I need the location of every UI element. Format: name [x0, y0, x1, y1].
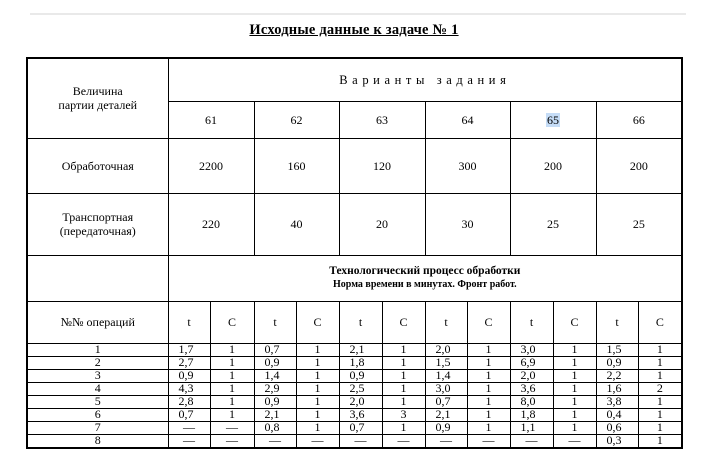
col-c-header: C — [382, 301, 425, 343]
transport-value: 25 — [596, 193, 682, 255]
time-value: 0,8 — [254, 421, 296, 434]
c-value: 1 — [467, 356, 510, 369]
time-value: 2,0 — [510, 369, 553, 382]
operation-number: 7 — [27, 421, 168, 434]
tech-process-title: Технологический процесс обработки — [329, 265, 521, 277]
c-value: 1 — [382, 421, 425, 434]
transport-value: 20 — [339, 193, 425, 255]
time-value: 2,1 — [425, 408, 467, 421]
ops-header-row — [27, 301, 682, 343]
time-value: 3,6 — [339, 408, 382, 421]
c-value: — — [296, 434, 339, 448]
c-value: 1 — [296, 356, 339, 369]
processing-row — [27, 138, 682, 193]
time-value: 1,6 — [596, 382, 638, 395]
col-t-header: t — [425, 301, 467, 343]
col-t-header: t — [168, 301, 210, 343]
ops-label: №№ операций — [27, 301, 168, 343]
time-value: 1,5 — [425, 356, 467, 369]
time-value: 2,9 — [254, 382, 296, 395]
time-value: 0,7 — [168, 408, 210, 421]
tech-process-header — [168, 255, 682, 301]
c-value: — — [553, 434, 596, 448]
time-value: 3,0 — [425, 382, 467, 395]
col-t-header: t — [596, 301, 638, 343]
time-value: 0,7 — [254, 343, 296, 356]
c-value: — — [467, 434, 510, 448]
processing-value: 2200 — [168, 138, 254, 193]
col-t-header: t — [510, 301, 553, 343]
time-value: 0,7 — [425, 395, 467, 408]
tech-empty-cell — [27, 255, 168, 301]
col-c-header: C — [638, 301, 682, 343]
time-value: 0,9 — [254, 395, 296, 408]
c-value: — — [382, 434, 425, 448]
col-t-header: t — [254, 301, 296, 343]
col-c-header: C — [467, 301, 510, 343]
col-t-header: t — [339, 301, 382, 343]
time-value: — — [339, 434, 382, 448]
tech-process-row — [27, 255, 682, 301]
transport-row — [27, 193, 682, 255]
operation-number: 8 — [27, 434, 168, 448]
top-divider — [30, 13, 686, 15]
c-value: 1 — [296, 421, 339, 434]
c-value: 1 — [638, 343, 682, 356]
time-value: 2,1 — [254, 408, 296, 421]
time-value: 4,3 — [168, 382, 210, 395]
col-c-header: C — [210, 301, 254, 343]
c-value: 1 — [382, 356, 425, 369]
c-value: 1 — [296, 369, 339, 382]
batch-label-line1: Величина — [72, 84, 123, 99]
processing-value: 120 — [339, 138, 425, 193]
operation-number: 3 — [27, 369, 168, 382]
time-value: 6,9 — [510, 356, 553, 369]
time-value: 0,9 — [254, 356, 296, 369]
c-value: 1 — [210, 356, 254, 369]
c-value: 1 — [467, 395, 510, 408]
time-value: 2,0 — [425, 343, 467, 356]
transport-label — [27, 193, 168, 255]
operation-number: 1 — [27, 343, 168, 356]
c-value: 1 — [296, 408, 339, 421]
variant-65 — [510, 101, 596, 138]
variant-64: 64 — [425, 101, 510, 138]
c-value: 1 — [467, 369, 510, 382]
time-value: 0,6 — [596, 421, 638, 434]
c-value: 1 — [296, 343, 339, 356]
c-value: 1 — [382, 382, 425, 395]
variant-61: 61 — [168, 101, 254, 138]
c-value: 1 — [296, 382, 339, 395]
operation-row — [27, 434, 682, 448]
c-value: 1 — [553, 356, 596, 369]
c-value: 1 — [382, 369, 425, 382]
c-value: 1 — [467, 408, 510, 421]
transport-label-line2: (передаточная) — [59, 224, 136, 238]
time-value: — — [168, 434, 210, 448]
c-value: 1 — [553, 369, 596, 382]
time-value: 1,8 — [339, 356, 382, 369]
time-value: 3,8 — [596, 395, 638, 408]
tech-process-subtitle: Норма времени в минутах. Фронт работ. — [333, 279, 517, 290]
transport-label-line1: Транспортная — [62, 210, 134, 224]
time-value: — — [510, 434, 553, 448]
transport-value: 30 — [425, 193, 510, 255]
c-value: 1 — [553, 382, 596, 395]
variant-62: 62 — [254, 101, 339, 138]
c-value: 1 — [210, 382, 254, 395]
c-value: 1 — [553, 395, 596, 408]
time-value: 0,9 — [339, 369, 382, 382]
c-value: — — [210, 434, 254, 448]
time-value: 1,8 — [510, 408, 553, 421]
time-value: 1,4 — [425, 369, 467, 382]
processing-value: 300 — [425, 138, 510, 193]
transport-value: 25 — [510, 193, 596, 255]
c-value: 1 — [210, 343, 254, 356]
time-value: 2,7 — [168, 356, 210, 369]
c-value: 1 — [467, 421, 510, 434]
c-value: 1 — [638, 421, 682, 434]
time-value: 8,0 — [510, 395, 553, 408]
c-value: 1 — [382, 395, 425, 408]
processing-value: 160 — [254, 138, 339, 193]
processing-label: Обработочная — [27, 138, 168, 193]
time-value: 2,5 — [339, 382, 382, 395]
c-value: 1 — [638, 408, 682, 421]
operation-number: 5 — [27, 395, 168, 408]
source-data-table — [26, 57, 683, 449]
time-value: — — [254, 434, 296, 448]
operation-number: 2 — [27, 356, 168, 369]
c-value: 1 — [296, 395, 339, 408]
time-value: 1,4 — [254, 369, 296, 382]
time-value: 3,0 — [510, 343, 553, 356]
col-c-header: C — [553, 301, 596, 343]
c-value: 1 — [210, 408, 254, 421]
c-value: 1 — [638, 434, 682, 448]
time-value: 0,4 — [596, 408, 638, 421]
c-value: 1 — [553, 408, 596, 421]
variants-title: Варианты задания — [339, 72, 511, 87]
time-value: 2,2 — [596, 369, 638, 382]
time-value: 2,0 — [339, 395, 382, 408]
time-value: 1,5 — [596, 343, 638, 356]
c-value: 1 — [553, 421, 596, 434]
c-value: 1 — [382, 343, 425, 356]
c-value: 1 — [553, 343, 596, 356]
c-value: 2 — [638, 382, 682, 395]
time-value: 1,1 — [510, 421, 553, 434]
batch-label-line2: партии деталей — [58, 98, 138, 113]
time-value: 1,7 — [168, 343, 210, 356]
time-value: 3,6 — [510, 382, 553, 395]
c-value: 1 — [467, 343, 510, 356]
time-value: 0,7 — [339, 421, 382, 434]
variant-65-highlighted: 65 — [547, 112, 559, 127]
c-value: — — [210, 421, 254, 434]
c-value: 1 — [638, 356, 682, 369]
batch-size-label — [27, 58, 168, 138]
time-value: 0,3 — [596, 434, 638, 448]
time-value: 0,9 — [596, 356, 638, 369]
time-value: — — [168, 421, 210, 434]
transport-value: 220 — [168, 193, 254, 255]
variants-header — [168, 58, 682, 101]
document-title: Исходные данные к задаче № 1 — [249, 22, 459, 38]
col-c-header: C — [296, 301, 339, 343]
processing-value: 200 — [510, 138, 596, 193]
c-value: 1 — [638, 395, 682, 408]
operation-number: 4 — [27, 382, 168, 395]
c-value: 1 — [467, 382, 510, 395]
c-value: 3 — [382, 408, 425, 421]
transport-value: 40 — [254, 193, 339, 255]
c-value: 1 — [210, 395, 254, 408]
time-value: 0,9 — [425, 421, 467, 434]
operation-number: 6 — [27, 408, 168, 421]
time-value: 0,9 — [168, 369, 210, 382]
variant-63: 63 — [339, 101, 425, 138]
c-value: 1 — [210, 369, 254, 382]
time-value: 2,1 — [339, 343, 382, 356]
time-value: 2,8 — [168, 395, 210, 408]
variant-66: 66 — [596, 101, 682, 138]
c-value: 1 — [638, 369, 682, 382]
time-value: — — [425, 434, 467, 448]
processing-value: 200 — [596, 138, 682, 193]
